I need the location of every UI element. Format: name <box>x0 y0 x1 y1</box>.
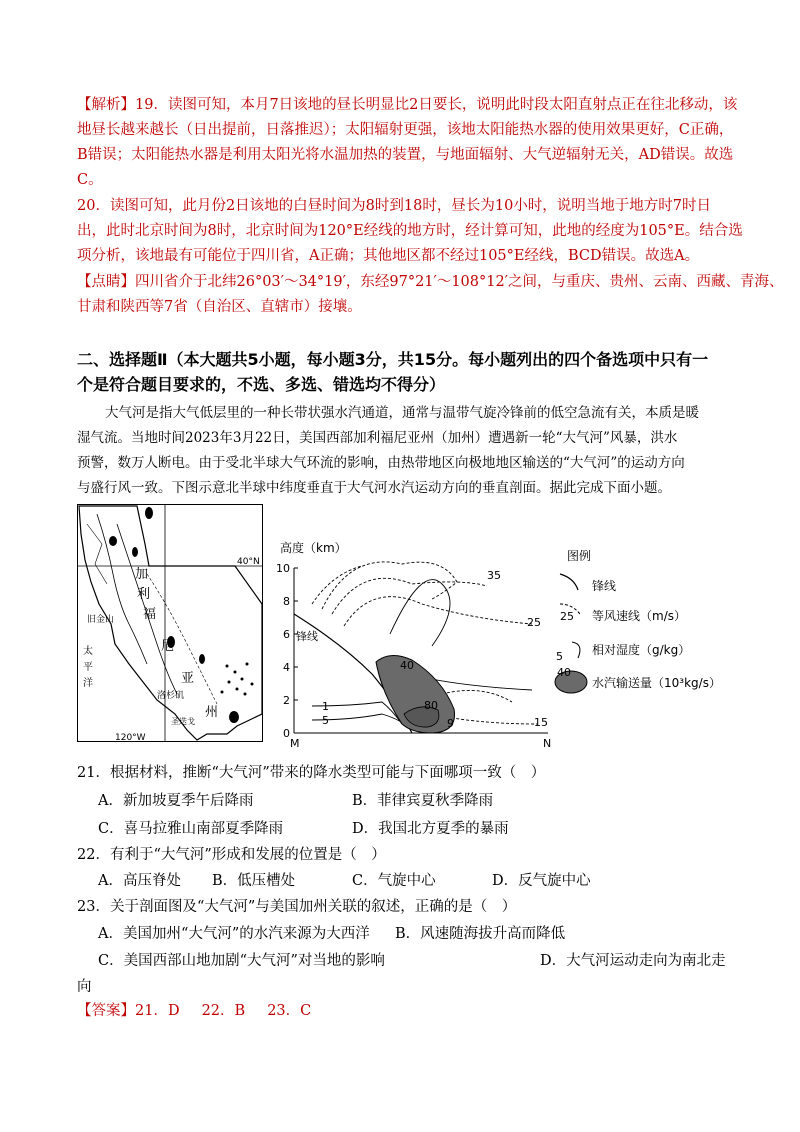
isotach-label-35: 35 <box>487 569 501 582</box>
legend-transport-sample: 40 <box>557 666 571 679</box>
humidity-label-5: 5 <box>322 714 329 727</box>
legend-humidity-symbol <box>572 642 580 658</box>
tip-text-1: 四川省介于北纬26°03′～34°19′，东经97°21′～108°12′之间，与重庆、贵州、云南、西藏、青海、 <box>135 274 784 290</box>
analysis-tag: 【解析】 <box>77 97 135 113</box>
y-tick-label: 10 <box>276 562 290 575</box>
ocean-char-3: 洋 <box>83 678 93 689</box>
tip-tag: 【点睛】 <box>77 274 135 290</box>
legend-isotach-sample: 25 <box>560 610 574 623</box>
q23-option-c[interactable]: C．美国西部山地加剧“大气河”对当地的影响 <box>98 953 385 969</box>
analysis-text-1: 19．读图可知，本月7日该地的昼长明显比2日要长，说明此时段太阳直射点正在往北移动，该 <box>135 97 738 113</box>
q23-option-d[interactable]: D．大气河运动走向为南北走 <box>540 953 726 969</box>
map-lon-label: 120°W <box>115 733 146 742</box>
q22-option-a[interactable]: A．高压脊处 <box>98 873 181 889</box>
legend-front-symbol <box>560 574 578 590</box>
y-ticks <box>276 562 298 740</box>
isotach-low <box>442 690 512 702</box>
california-map-svg <box>77 504 263 742</box>
front-label: 锋线 <box>296 630 318 643</box>
transport-label-80: 80 <box>424 699 438 712</box>
y-tick-label: 4 <box>283 661 290 674</box>
isotach-35 <box>332 578 487 614</box>
legend-title: 图例 <box>567 549 592 563</box>
section-title-1: 二、选择题Ⅱ（本大题共5小题，每小题3分，共15分。每小题列出的四个备选项中只有一 <box>77 350 709 369</box>
answer-21: 21．D <box>135 1003 180 1019</box>
q22-option-d[interactable]: D．反气旋中心 <box>492 873 591 889</box>
state-char-2: 利 <box>137 587 151 602</box>
chart-ylabel: 高度（km） <box>280 541 347 555</box>
y-tick-label: 2 <box>283 694 290 707</box>
legend-transport: 水汽输送量（10³kg/s） <box>592 676 721 690</box>
q23-option-b[interactable]: B．风速随海拔升高而降低 <box>395 926 566 942</box>
tip-line-1 <box>77 272 784 292</box>
analysis-line-4: C。 <box>77 172 103 188</box>
legend-humidity-sample: 5 <box>556 650 563 663</box>
cross-section-svg <box>272 534 742 749</box>
place-san-francisco: 旧金山 <box>87 615 115 625</box>
state-char-5: 亚 <box>181 671 195 686</box>
q22-stem: 22．有利于“大气河”形成和发展的位置是（ ） <box>77 847 386 863</box>
place-san-diego: 圣迭戈 <box>171 717 195 726</box>
place-los-angeles: 洛杉矶 <box>157 691 185 701</box>
passage-line-3: 预警，数万人断电。由于受北半球大气环流的影响，由热带地区向极地地区输送的“大气河”的运动方向 <box>77 455 685 471</box>
q21-option-c[interactable]: C．喜马拉雅山南部夏季降雨 <box>98 821 284 837</box>
passage-line-4: 与盛行风一致。下图示意北半球中纬度垂直于大气河水汽运动方向的垂直剖面。据此完成下面小题。 <box>77 480 671 496</box>
answer-line <box>77 1001 311 1021</box>
section-title-2: 个是符合题目要求的，不选、多选、错选均不得分） <box>77 375 446 394</box>
q22-option-b[interactable]: B．低压槽处 <box>212 873 296 889</box>
q21-stem: 21．根据材料，推断“大气河”带来的降水类型可能与下面哪项一致（ ） <box>77 765 546 781</box>
analysis-line-1 <box>77 95 737 115</box>
answer-tag: 【答案】 <box>77 1003 135 1019</box>
x-right-label: N <box>543 737 552 749</box>
y-tick-label: 0 <box>283 727 290 740</box>
q23-stem: 23．关于剖面图及“大气河”与美国加州关联的叙述，正确的是（ ） <box>77 899 517 915</box>
humidity-loop <box>390 580 450 646</box>
answer-23: 23．C <box>267 1003 312 1019</box>
passage-line-2: 湿气流。当地时间2023年3月22日，美国西部加利福尼亚州（加州）遭遇新一轮“大气河”风暴，洪水 <box>77 430 678 446</box>
isotach-label-15: 15 <box>534 716 548 729</box>
analysis-line-3: B错误；太阳能热水器是利用太阳光将水温加热的装置，与地面辐射、大气逆辐射无关，AD错误。故选 <box>77 147 734 163</box>
q21-option-d[interactable]: D．我国北方夏季的暴雨 <box>352 821 509 837</box>
humidity-label-1: 1 <box>322 700 329 713</box>
answer-22: 22．B <box>201 1003 246 1019</box>
state-char-1: 加 <box>135 567 149 582</box>
isotach-label-25: 25 <box>527 616 541 629</box>
legend-humidity: 相对湿度（g/kg） <box>592 643 691 657</box>
state-char-3: 福 <box>143 607 157 622</box>
q21-option-b[interactable]: B．菲律宾夏秋季降雨 <box>352 793 494 809</box>
transport-label-40: 40 <box>400 659 414 672</box>
isotach-outer <box>322 562 457 609</box>
analysis-line-7: 项分析，该地最有可能位于四川省，A正确；其他地区都不经过105°E经线，BCD错误。故选A。 <box>77 248 700 264</box>
ocean-char-2: 平 <box>83 662 93 673</box>
q22-option-c[interactable]: C．气旋中心 <box>352 873 436 889</box>
california-map <box>77 504 263 742</box>
legend-isotach: 等风速线（m/s） <box>592 609 686 623</box>
tip-line-2: 甘肃和陕西等7省（自治区、直辖市）接壤。 <box>77 299 362 315</box>
map-lat-label: 40°N <box>237 557 260 567</box>
x-left-label: M <box>290 737 300 749</box>
q21-option-a[interactable]: A．新加坡夏季午后降雨 <box>98 793 254 809</box>
analysis-line-2: 地昼长越来越长（日出提前，日落推迟）；太阳辐射更强，该地太阳能热水器的使用效果更好，C正确， <box>77 122 734 138</box>
state-char-6: 州 <box>205 705 219 720</box>
isotach-left <box>312 566 362 604</box>
isotach-25 <box>344 597 532 626</box>
legend-front: 锋线 <box>592 579 617 593</box>
y-tick-label: 6 <box>283 628 290 641</box>
analysis-line-6: 出，此时北京时间为8时，北京时间为120°E经线的地方时，经计算可知，此地的经度为105°E。结合选 <box>77 223 743 239</box>
cross-section-chart <box>272 534 742 749</box>
analysis-line-5: 20．读图可知，此月份2日该地的白昼时间为8时到18时，昼长为10小时，说明当地于地方时7时日 <box>77 198 712 214</box>
q23-option-a[interactable]: A．美国加州“大气河”的水汽来源为大西洋 <box>98 926 370 942</box>
state-char-4: 尼 <box>161 639 175 654</box>
ocean-char-1: 太 <box>83 646 93 657</box>
transport-label-9: 9 <box>447 717 454 730</box>
q23-option-d-wrap: 向 <box>77 979 92 995</box>
passage-line-1: 大气河是指大气低层里的一种长带状强水汽通道，通常与温带气旋冷锋前的低空急流有关，本质是暖 <box>105 405 699 421</box>
y-tick-label: 8 <box>283 595 290 608</box>
